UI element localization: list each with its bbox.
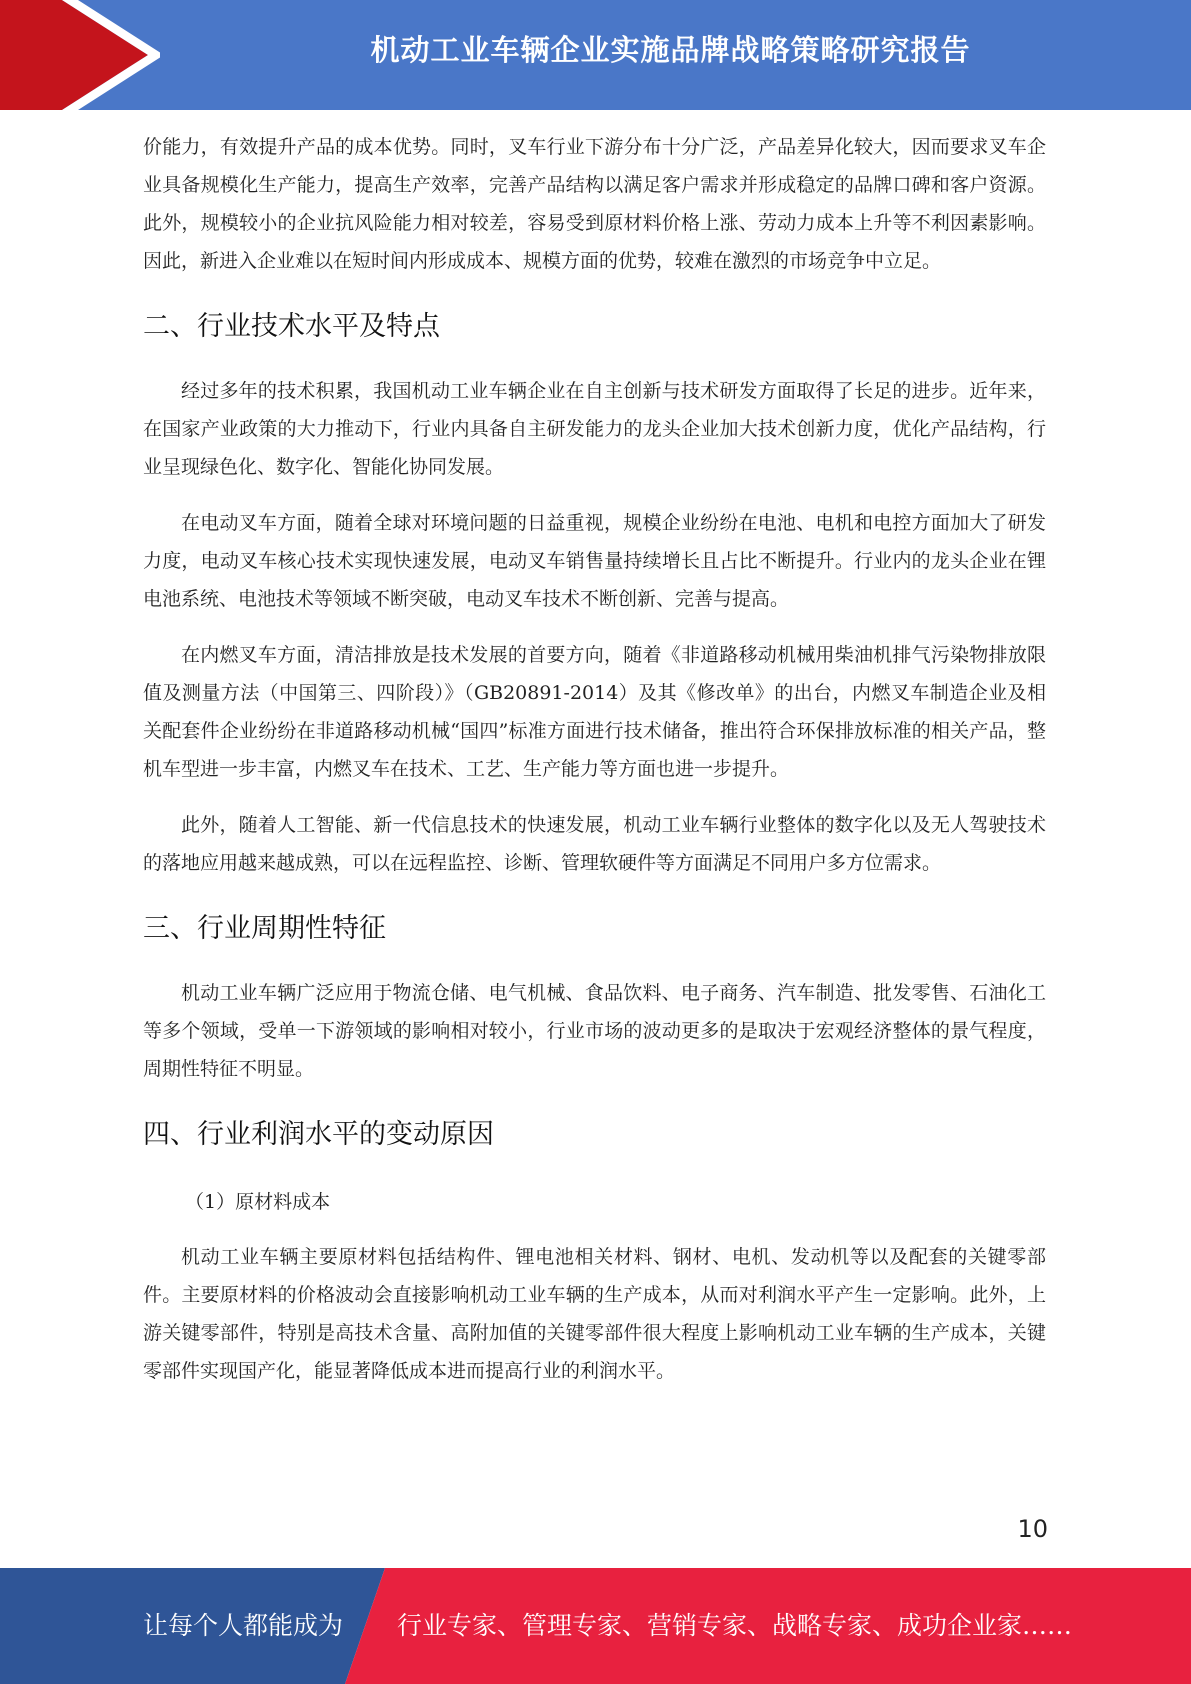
footer-slogan-right: 行业专家、管理专家、营销专家、战略专家、成功企业家……	[397, 1611, 1073, 1640]
document-body	[143, 128, 1046, 1408]
paragraph-ice-forklift: 在内燃叉车方面，清洁排放是技术发展的首要方向，随着《非道路移动机械用柴油机排气污染物排放限值及测量方法（中国第三、四阶段）》（GB20891-2014）及其《修改单》的出台，内燃叉车制造企业及相关配套件企业纷纷在非道路移动机械“国四”标准方面进行技术储备，推出符合环保排放标准的相关产品，整机车型进一步丰富，内燃叉车在技术、工艺、生产能力等方面也进一步提升。	[143, 644, 1046, 780]
subsection-raw-materials: （1）原材料成本	[185, 1191, 331, 1213]
paragraph-tech-overview: 经过多年的技术积累，我国机动工业车辆企业在自主创新与技术研发方面取得了长足的进步。近年来，在国家产业政策的大力推动下，行业内具备自主研发能力的龙头企业加大技术创新力度，优化产品结构，行业呈现绿色化、数字化、智能化协同发展。	[143, 380, 1046, 478]
report-title: 机动工业车辆企业实施品牌战略策略研究报告	[370, 33, 971, 67]
footer-slogan-left: 让每个人都能成为	[143, 1611, 344, 1640]
page-footer	[0, 1568, 1191, 1684]
section-title-profit: 四、行业利润水平的变动原因	[143, 1119, 494, 1150]
section-title-cyclicality: 三、行业周期性特征	[143, 913, 386, 944]
page-header	[0, 0, 1191, 110]
paragraph-raw-materials: 机动工业车辆主要原材料包括结构件、锂电池相关材料、钢材、电机、发动机等以及配套的关键零部件。主要原材料的价格波动会直接影响机动工业车辆的生产成本，从而对利润水平产生一定影响。此外，上游关键零部件，特别是高技术含量、高附加值的关键零部件很大程度上影响机动工业车辆的生产成本，关键零部件实现国产化，能显著降低成本进而提高行业的利润水平。	[143, 1246, 1046, 1382]
paragraph-digitalization: 此外，随着人工智能、新一代信息技术的快速发展，机动工业车辆行业整体的数字化以及无人驾驶技术的落地应用越来越成熟，可以在远程监控、诊断、管理软硬件等方面满足不同用户多方位需求。	[143, 814, 1046, 874]
section-title-technology: 二、行业技术水平及特点	[143, 311, 440, 342]
red-arrow-icon	[0, 0, 160, 110]
page-number: 10	[1017, 1515, 1048, 1543]
paragraph-cyclicality: 机动工业车辆广泛应用于物流仓储、电气机械、食品饮料、电子商务、汽车制造、批发零售、石油化工等多个领域，受单一下游领域的影响相对较小，行业市场的波动更多的是取决于宏观经济整体的景气程度，周期性特征不明显。	[143, 982, 1046, 1080]
paragraph-continued: 价能力，有效提升产品的成本优势。同时，叉车行业下游分布十分广泛，产品差异化较大，因而要求叉车企业具备规模化生产能力，提高生产效率，完善产品结构以满足客户需求并形成稳定的品牌口碑和客户资源。此外，规模较小的企业抗风险能力相对较差，容易受到原材料价格上涨、劳动力成本上升等不利因素影响。因此，新进入企业难以在短时间内形成成本、规模方面的优势，较难在激烈的市场竞争中立足。	[143, 136, 1046, 272]
paragraph-electric-forklift: 在电动叉车方面，随着全球对环境问题的日益重视，规模企业纷纷在电池、电机和电控方面加大了研发力度，电动叉车核心技术实现快速发展，电动叉车销售量持续增长且占比不断提升。行业内的龙头企业在锂电池系统、电池技术等领域不断突破，电动叉车技术不断创新、完善与提高。	[143, 512, 1046, 610]
